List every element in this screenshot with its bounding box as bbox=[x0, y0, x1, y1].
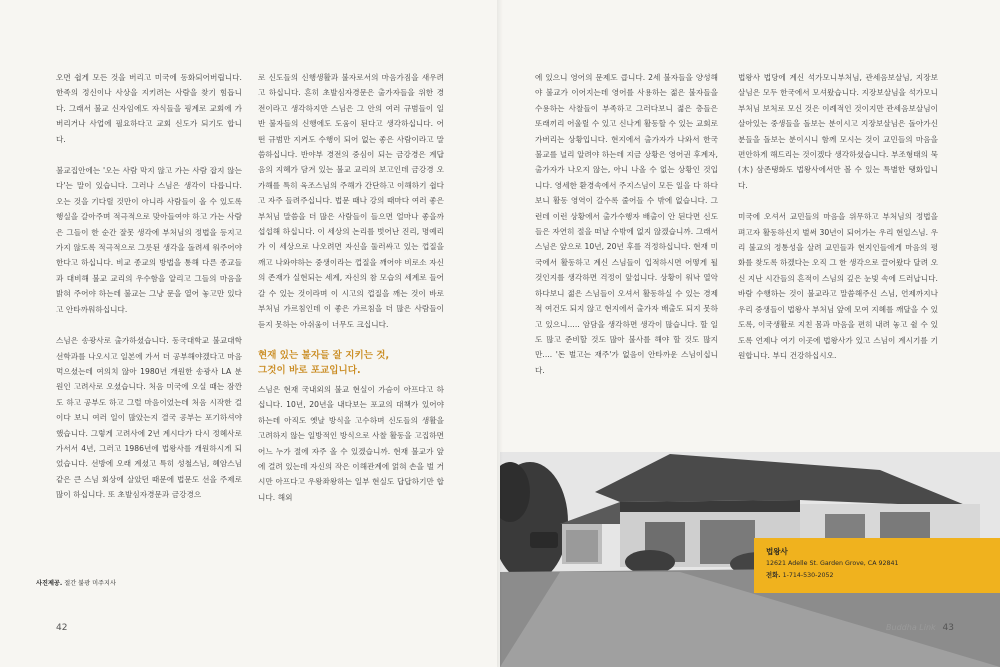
info-address: 12621 Adelle St. Garden Grove, CA 92841 bbox=[766, 560, 899, 567]
page-footer bbox=[886, 623, 954, 633]
text-column-3 bbox=[535, 70, 718, 378]
caption-label: 사진제공. bbox=[36, 580, 63, 587]
phone-label: 전화. bbox=[766, 572, 781, 579]
text-column-4 bbox=[738, 70, 938, 363]
info-phone bbox=[766, 570, 833, 579]
caption-text: 절간 불광 미주지사 bbox=[64, 580, 116, 587]
paragraph: 미국에 오셔서 교민들의 마음을 위무하고 부처님의 정법을 펴고자 활동하신지 벌써 30년이 되어가는 우리 현일스님. 우리 불교의 정통성을 살려 교민들과 현지인들에게 마음의 평화를 찾도록 하겠다는 오직 그 한 생각으로 끌어왔다 달려 오신 지난 시간들의 흔적이 스님의 깊은 눈빛 속에 드러납니다. 바람 수행하는 것이 불교라고 말씀해주신 스님, 언제까지나 우리 중생들이 법왕사 부처님 앞에 모여 지혜를 깨달을 수 있도록, 이국생활로 지친 몸과 마음을 편히 내려 놓고 쉴 수 있도록 언제나 여기 이곳에 법왕사가 있고 스님이 계시기를 기원합니다. 부디 건강하십시오. bbox=[738, 212, 938, 360]
paragraph: 불교집안에는 '오는 사람 막지 않고 가는 사람 잡지 않는다'는 말이 있습니다. 그러나 스님은 생각이 다릅니다. 오는 것을 기다릴 것만이 아니라 사람들이 올 수 있도록 행실을 갈아주며 적극적으로 맞아들여야 하고 가는 사람은 그들이 한 순간 잘못 생각에 부처님의 정법을 등지고 가지 않도록 적극적으로 그릇된 생각을 돌려세 워주어야 한다고 하십니다. 비교 종교의 방법을 통해 다른 종교들과 대비해 불교 교리의 우수함을 알리고 그들의 마음을 밝혀 주어야 하는데 불교는 그냥 문을 열어 놓고만 있다고 안타까워하십니다. bbox=[56, 166, 242, 314]
paragraph: 에 있으니 영어의 문제도 큽니다. 2세 불자들을 양성해야 불교가 이어지는데 영어를 사용하는 젊은 불자들을 수용하는 사찰들이 부족하고 그러다보니 젊은 층들은 또래끼리 어울릴 수 있고 신나게 활동할 수 있는 교회로 가버리는 상황입니다. 현지에서 출가자가 나와서 한국불교를 널리 알려야 하는데 지금 상황은 영어권 후계자, 출가자가 나오지 않는, 아니 나올 수 없는 상황인 것입니다. 영세한 환경속에서 주지스님이 모든 일을 다 하다보니 활동 영역이 갈수록 줄어들 수 밖에 없습니다. 그런데 이런 상황에서 출가수행자 배출이 안 된다면 신도들은 자연히 절을 떠날 수밖에 없지 않겠습니까. 그래서 스님은 앞으로 10년, 20년 후를 걱정하십니다. 현재 미국에서 활동하고 계신 스님들이 입적하시면 어떻게 될 것인지를 생각하면 걱정이 앞섭니다. 상황이 워낙 열악하다보니 젊은 스님들이 오셔서 활동하실 수 있는 경제적 여건도 되지 않고 현지에서 출가자 배출도 되지 못하고 있으니..... 암담을 생각하면 생각이 많습니다. 할 일도 많고 준비할 것도 많아 불사를 해야 할 것도 많지만.... '돈 벌고는 재주'가 없음이 안타까운 스님이십니다. bbox=[535, 73, 718, 375]
temple-info-box bbox=[754, 538, 1000, 593]
paragraph: 법왕사 법당에 계신 석가모니부처님, 관세음보살님, 지장보살님은 모두 한국에서 모셔왔습니다. 지장보살님을 석가모니부처님 보처로 모신 것은 이례적인 것이지만 관세음보살님이 살아있는 중생들을 돌보는 분이시고 지장보살님은 돌아가신 분들을 돌보는 분이시니 함께 모시는 것이 교민들의 마음을 편안하게 해드리는 것이겠다 생각하셨습니다. 부조형태의 묵(木) 삼존탱화도 법왕사에서만 볼 수 있는 특별한 탱화입니다. bbox=[738, 73, 938, 190]
section-subheading bbox=[258, 348, 444, 378]
page-number: 43 bbox=[942, 623, 954, 633]
phone-number: 1-714-530-2052 bbox=[782, 572, 834, 579]
photo-caption bbox=[36, 578, 116, 587]
subheading-line: 현재 있는 불자들 잘 지키는 것, bbox=[258, 349, 390, 361]
text-column-2 bbox=[258, 70, 444, 505]
paragraph: 스님은 현재 국내외의 불교 현실이 가슴이 아프다고 하십니다. 10년, 20년을 내다보는 포교의 대책가 있어야 하는데 아직도 옛날 방식을 고수하며 신도들의 생활을 고려하지 않는 일방적인 방식으로 사찰 활동을 고집하면 어느 누가 절에 자주 올 수 있겠습니까. 현재 불교가 앞에 걸려 있는데 자신의 작은 이해관계에 얽혀 손을 벌 거시만 아프다고 우왕좌왕하는 일부 현실도 답답하기만 합니다. 해외 bbox=[258, 384, 444, 502]
right-page bbox=[500, 0, 1000, 667]
page-number: 42 bbox=[56, 623, 68, 633]
paragraph: 오면 쉽게 모든 것을 버리고 미국에 동화되어버립니다. 한족의 정신이나 사상을 지키려는 사람을 찾기 힘듭니다. 그래서 불교 신자임에도 자식들을 핑계로 교회에 가 버리거나 사업에 필요하다고 교회 신도가 되기도 합니다. bbox=[56, 73, 242, 144]
paragraph: 스님은 송광사로 출가하셨습니다. 동국대학교 불교대학 선학과를 나오시고 일본에 가서 더 공부해야겠다고 마음 먹으셨는데 여의치 않아 1980년 개원한 송광사 LA 분원인 고려사로 오셨습니다. 처음 미국에 오실 때는 잠깐도 하고 공부도 하고 그럴 마음이었는데 처음 시작한 걸이다 보니 여러 일이 많았는지 결국 공부는 포기하셔야 했습니다. 그렇게 고려사에 2년 계시다가 다시 정혜사로 가서서 4년, 그러고 1986년에 법왕사를 개원하시게 되었습니다. 선방에 오래 계셨고 특히 성철스님, 혜암스님 같은 큰 스님 회상에 살았던 때문에 법문도 선을 주제로 많이 하십니다. 또 초발심자경문과 금강경으 bbox=[56, 336, 242, 500]
paragraph: 로 신도들의 신행생활과 불자로서의 마음가짐을 새우려고 하십니다. 흔히 초발심자경문은 출가자들을 위한 경전이라고 생각하지만 스님은 그 안의 여러 규범들이 일반 불자들의 신행에도 도움이 된다고 생각하십니다. 어떤 규범만 지켜도 수행이 되어 없는 좋은 사람이라고 말씀하십니다. 반야부 경전의 중심이 되는 금강경은 계답음의 지혜가 담겨 있는 불교 교리의 보고인데 금강경 오가해를 특히 육조스님의 주해가 간단하고 이해하기 쉽다고 자주 들려주십니다. 법문 때나 강의 때마다 여러 좋은 부처님 말씀을 더 많은 사람들이 들으면 얼마나 좋을까 섭섭해 하십니다. 이 세상의 논리를 벗어난 진리, 명예리가 이 세상으로 나오려면 자신을 둘러싸고 있는 껍질을 깨고 나와야하는 중생이라는 껍질을 깨어야 비로소 자신의 존재가 실현되는 세계, 자신의 참 모습의 세계로 들어갈 수 있는 것이라며 이 시고의 껍질을 깨는 것이 바로 부처님 가르침인데 이 좋은 가르침을 더 많은 사람들이 듣지 못하는 아쉬움이 너무도 크십니다. bbox=[258, 73, 444, 329]
book-gutter bbox=[497, 0, 503, 667]
brand-name: Buddha Link bbox=[886, 623, 936, 632]
subheading-line: 그것이 바로 포교입니다. bbox=[258, 364, 361, 376]
info-title: 법왕사 bbox=[766, 547, 788, 556]
text-column-1 bbox=[56, 70, 242, 503]
